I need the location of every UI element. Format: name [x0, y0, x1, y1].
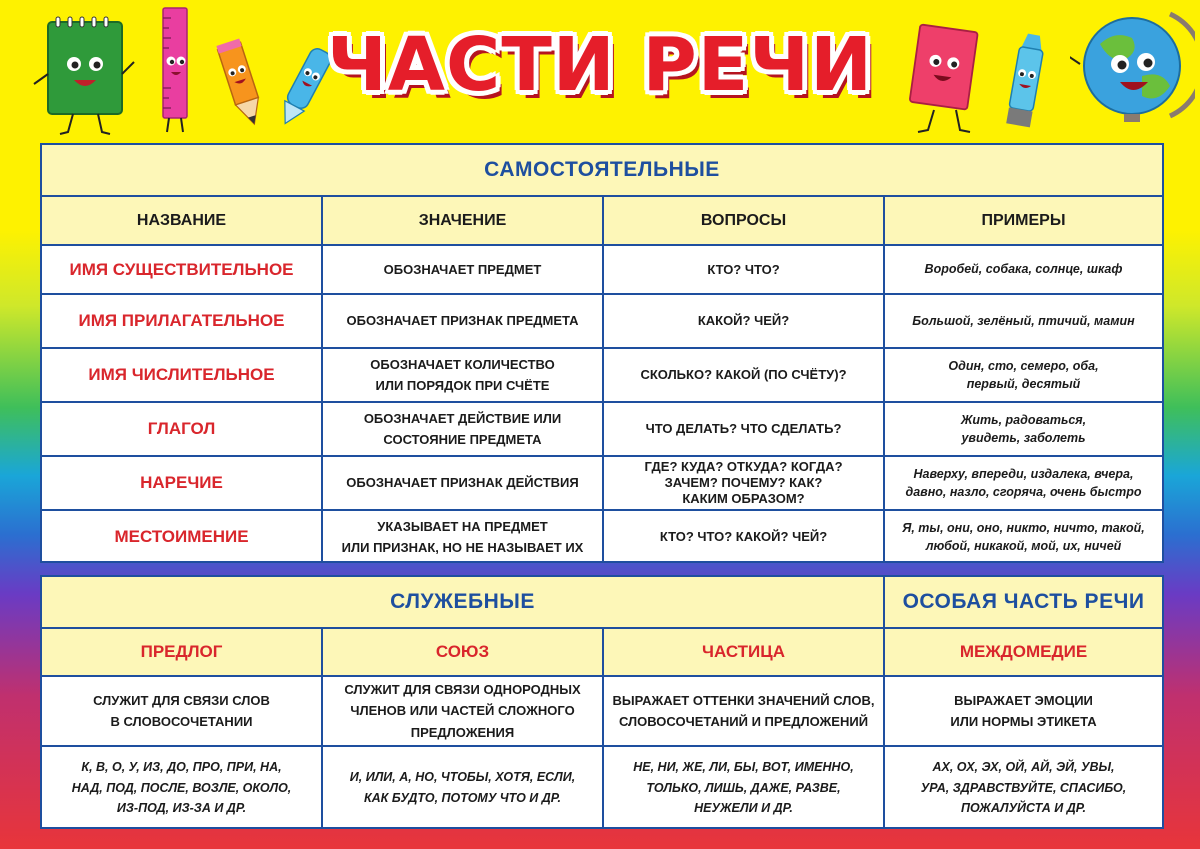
- part-name-particle: ЧАСТИЦА: [604, 629, 885, 675]
- column-header-examples: ПРИМЕРЫ: [981, 211, 1066, 229]
- part-name: ГЛАГОЛ: [42, 403, 323, 455]
- part-meaning: ОБОЗНАЧАЕТ КОЛИЧЕСТВО ИЛИ ПОРЯДОК ПРИ СЧЁТЕ: [323, 349, 604, 401]
- part-examples: Воробей, собака, солнце, шкаф: [924, 262, 1123, 277]
- part-questions: КТО? ЧТО? КАКОЙ? ЧЕЙ?: [604, 511, 885, 563]
- part-name-preposition: ПРЕДЛОГ: [42, 629, 323, 675]
- auxiliary-parts-table: [40, 575, 1164, 829]
- part-name: ИМЯ ЧИСЛИТЕЛЬНОЕ: [42, 349, 323, 401]
- column-header-row: [42, 197, 1162, 244]
- page-title: ЧАСТИ РЕЧИ: [326, 22, 874, 108]
- part-meaning: ОБОЗНАЧАЕТ ПРИЗНАК ПРЕДМЕТА: [323, 295, 604, 347]
- part-name: МЕСТОИМЕНИЕ: [42, 511, 323, 563]
- part-questions: КТО? ЧТО?: [604, 246, 885, 293]
- column-header-questions: ВОПРОСЫ: [604, 197, 885, 244]
- part-questions: КАКОЙ? ЧЕЙ?: [604, 295, 885, 347]
- table-row: [42, 403, 1162, 455]
- part-examples: К, В, О, У, ИЗ, ДО, ПРО, ПРИ, НА, НАД, ПОД, ПОСЛЕ, ВОЗЛЕ, ОКОЛО, ИЗ-ПОД, ИЗ-ЗА И ДР.: [42, 747, 323, 829]
- part-meaning: ВЫРАЖАЕТ ЭМОЦИИ ИЛИ НОРМЫ ЭТИКЕТА: [950, 692, 1097, 729]
- auxiliary-heading: СЛУЖЕБНЫЕ: [42, 577, 885, 627]
- auxiliary-heading-row: [42, 577, 1162, 627]
- column-header-name: НАЗВАНИЕ: [42, 197, 323, 244]
- part-examples: Я, ты, они, оно, никто, ничто, такой, любой, никакой, мой, их, ничей: [902, 520, 1145, 553]
- table-row: [42, 511, 1162, 563]
- part-questions: ГДЕ? КУДА? ОТКУДА? КОГДА? ЗАЧЕМ? ПОЧЕМУ? КАК? КАКИМ ОБРАЗОМ?: [604, 457, 885, 509]
- part-meaning: ОБОЗНАЧАЕТ ПРИЗНАК ДЕЙСТВИЯ: [323, 457, 604, 509]
- part-name-conjunction: СОЮЗ: [323, 629, 604, 675]
- part-examples: Большой, зелёный, птичий, мамин: [912, 313, 1135, 328]
- part-name: ИМЯ ПРИЛАГАТЕЛЬНОЕ: [42, 295, 323, 347]
- table-row: [42, 349, 1162, 401]
- part-examples: НЕ, НИ, ЖЕ, ЛИ, БЫ, ВОТ, ИМЕННО, ТОЛЬКО, ЛИШЬ, ДАЖЕ, РАЗВЕ, НЕУЖЕЛИ И ДР.: [604, 747, 885, 829]
- table-row: [42, 457, 1162, 509]
- part-name: НАРЕЧИЕ: [42, 457, 323, 509]
- auxiliary-names-row: [42, 629, 1162, 675]
- part-name-interjection: МЕЖДОМЕДИЕ: [959, 642, 1088, 661]
- part-meaning: УКАЗЫВАЕТ НА ПРЕДМЕТ ИЛИ ПРИЗНАК, НО НЕ НАЗЫВАЕТ ИХ: [323, 511, 604, 563]
- part-meaning: СЛУЖИТ ДЛЯ СВЯЗИ СЛОВ В СЛОВОСОЧЕТАНИИ: [42, 677, 323, 745]
- part-examples: Жить, радоваться, увидеть, заболеть: [960, 412, 1087, 445]
- part-examples: АХ, ОХ, ЭХ, ОЙ, АЙ, ЭЙ, УВЫ, УРА, ЗДРАВСТВУЙТЕ, СПАСИБО, ПОЖАЛУЙСТА И ДР.: [920, 760, 1127, 816]
- column-header-meaning: ЗНАЧЕНИЕ: [323, 197, 604, 244]
- independent-parts-table: [40, 143, 1164, 563]
- part-questions: СКОЛЬКО? КАКОЙ (ПО СЧЁТУ)?: [604, 349, 885, 401]
- independent-heading: САМОСТОЯТЕЛЬНЫЕ: [484, 158, 720, 181]
- part-meaning: ОБОЗНАЧАЕТ ПРЕДМЕТ: [323, 246, 604, 293]
- auxiliary-examples-row: [42, 747, 1162, 829]
- part-meaning: СЛУЖИТ ДЛЯ СВЯЗИ ОДНОРОДНЫХ ЧЛЕНОВ ИЛИ ЧАСТЕЙ СЛОЖНОГО ПРЕДЛОЖЕНИЯ: [323, 677, 604, 745]
- part-questions: ЧТО ДЕЛАТЬ? ЧТО СДЕЛАТЬ?: [604, 403, 885, 455]
- part-examples: Один, сто, семеро, оба, первый, десятый: [948, 358, 1099, 391]
- part-meaning: ОБОЗНАЧАЕТ ДЕЙСТВИЕ ИЛИ СОСТОЯНИЕ ПРЕДМЕТА: [323, 403, 604, 455]
- table-row: [42, 295, 1162, 347]
- independent-heading-row: [42, 145, 1162, 195]
- part-name: ИМЯ СУЩЕСТВИТЕЛЬНОЕ: [42, 246, 323, 293]
- special-heading: ОСОБАЯ ЧАСТЬ РЕЧИ: [902, 590, 1145, 613]
- part-meaning: ВЫРАЖАЕТ ОТТЕНКИ ЗНАЧЕНИЙ СЛОВ, СЛОВОСОЧЕТАНИЙ И ПРЕДЛОЖЕНИЙ: [604, 677, 885, 745]
- table-row: [42, 246, 1162, 293]
- part-examples: Наверху, впереди, издалека, вчера, давно, назло, сгоряча, очень быстро: [905, 466, 1142, 499]
- part-examples: И, ИЛИ, А, НО, ЧТОБЫ, ХОТЯ, ЕСЛИ, КАК БУДТО, ПОТОМУ ЧТО И ДР.: [323, 747, 604, 829]
- auxiliary-meanings-row: [42, 677, 1162, 745]
